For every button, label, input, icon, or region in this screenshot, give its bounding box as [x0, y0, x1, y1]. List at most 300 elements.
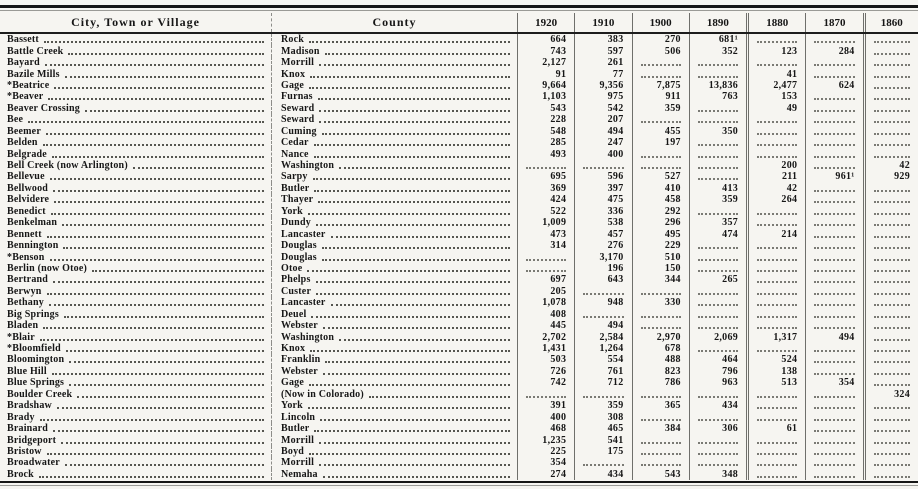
- dotted-leader: [54, 86, 264, 89]
- population-value-cell: [689, 57, 746, 68]
- top-rule: [0, 5, 918, 8]
- population-value-cell: [689, 171, 746, 182]
- county-cell-label: Washington: [281, 160, 335, 172]
- city-cell: [0, 240, 271, 251]
- empty-cell-dots: [526, 166, 566, 169]
- empty-cell-dots: [698, 349, 738, 352]
- city-cell-label: Blue Springs: [7, 377, 65, 389]
- population-value-cell: [574, 57, 631, 68]
- empty-cell-dots: [874, 292, 910, 295]
- table-body: [0, 34, 918, 480]
- population-value-cell: [805, 91, 862, 102]
- city-cell-label: Benkelman: [7, 217, 58, 229]
- population-value-cell: [805, 320, 862, 331]
- population-value-cell: [632, 206, 689, 217]
- dotted-leader: [62, 223, 264, 226]
- population-value-cell: [574, 377, 631, 388]
- dotted-leader: [331, 235, 510, 238]
- empty-cell-dots: [874, 383, 910, 386]
- population-value-cell: [632, 171, 689, 182]
- county-cell-label: Gage: [281, 377, 305, 389]
- empty-cell-dots: [814, 395, 854, 398]
- table-row: [0, 228, 918, 239]
- city-cell: [0, 103, 271, 114]
- population-value-cell: [746, 45, 805, 56]
- empty-cell-dots: [757, 132, 797, 135]
- population-value-cell: [805, 183, 862, 194]
- city-cell-label: *Benson: [7, 251, 45, 263]
- population-value: 1,431: [542, 343, 567, 355]
- population-value: 712: [607, 377, 624, 389]
- city-cell: [0, 194, 271, 205]
- county-cell: [271, 389, 517, 400]
- population-value-cell: [632, 68, 689, 79]
- population-value-cell: [805, 57, 862, 68]
- population-value: 527: [664, 171, 681, 183]
- population-value-cell: [746, 423, 805, 434]
- city-cell-label: Bradshaw: [7, 400, 52, 412]
- county-cell: [271, 171, 517, 182]
- city-cell: [0, 354, 271, 365]
- county-cell: [271, 251, 517, 262]
- population-value-cell: [746, 469, 805, 480]
- county-cell: [271, 423, 517, 434]
- county-cell: [271, 240, 517, 251]
- county-cell-label: Furnas: [281, 91, 313, 103]
- county-cell: [271, 343, 517, 354]
- empty-cell-dots: [874, 86, 910, 89]
- city-cell: [0, 57, 271, 68]
- population-value: 49: [786, 102, 798, 114]
- empty-cell-dots: [814, 463, 854, 466]
- county-cell: [271, 377, 517, 388]
- empty-cell-dots: [698, 177, 738, 180]
- empty-cell-dots: [698, 212, 738, 215]
- population-value-cell: [689, 309, 746, 320]
- county-cell: [271, 411, 517, 422]
- population-value-cell: [689, 251, 746, 262]
- county-cell: [271, 57, 517, 68]
- empty-cell-dots: [698, 418, 738, 421]
- empty-cell-dots: [641, 166, 681, 169]
- empty-cell-dots: [757, 280, 797, 283]
- population-value-cell: [746, 263, 805, 274]
- empty-cell-dots: [874, 418, 910, 421]
- population-value-cell: [689, 183, 746, 194]
- dotted-leader: [52, 155, 264, 158]
- empty-cell-dots: [526, 258, 566, 261]
- table-row: [0, 331, 918, 342]
- population-value-cell: [805, 251, 862, 262]
- population-value: 408: [550, 308, 567, 320]
- city-cell: [0, 389, 271, 400]
- population-value: 494: [607, 125, 624, 137]
- population-value: 276: [607, 240, 624, 252]
- population-value-cell: [746, 148, 805, 159]
- population-value-cell: [517, 446, 574, 457]
- city-cell-label: Belvidere: [7, 194, 50, 206]
- population-value-cell: [863, 320, 918, 331]
- table-row: [0, 68, 918, 79]
- population-value-cell: [574, 217, 631, 228]
- population-value-cell: [805, 400, 862, 411]
- population-value-cell: [805, 286, 862, 297]
- population-value: 205: [550, 285, 567, 297]
- population-value-cell: [632, 137, 689, 148]
- empty-cell-dots: [814, 212, 854, 215]
- population-value-cell: [574, 263, 631, 274]
- empty-cell-dots: [814, 441, 854, 444]
- population-value: 1,235: [542, 434, 567, 446]
- population-value-cell: [746, 68, 805, 79]
- empty-cell-dots: [814, 258, 854, 261]
- column-header-1880: 1880: [746, 13, 805, 32]
- city-cell-label: *Beatrice: [7, 79, 50, 91]
- dotted-leader: [133, 166, 264, 169]
- population-value-cell: [863, 91, 918, 102]
- population-value-cell: [574, 331, 631, 342]
- population-value-cell: [632, 457, 689, 468]
- population-value-cell: [632, 34, 689, 45]
- empty-cell-dots: [814, 109, 854, 112]
- population-value: 494: [607, 320, 624, 332]
- population-value-cell: [517, 377, 574, 388]
- population-value-cell: [746, 309, 805, 320]
- population-value: 510: [664, 251, 681, 263]
- table-row: [0, 126, 918, 137]
- empty-cell-dots: [874, 258, 910, 261]
- population-value-cell: [689, 400, 746, 411]
- city-cell: [0, 45, 271, 56]
- county-cell-label: Lancaster: [281, 297, 326, 309]
- population-value-cell: [632, 343, 689, 354]
- county-cell-label: Webster: [281, 320, 318, 332]
- population-value-cell: [632, 377, 689, 388]
- empty-cell-dots: [874, 63, 910, 66]
- population-value-cell: [574, 126, 631, 137]
- population-value-cell: [689, 148, 746, 159]
- dotted-leader: [61, 441, 264, 444]
- county-cell: [271, 194, 517, 205]
- population-value: 2,477: [773, 79, 798, 91]
- empty-cell-dots: [874, 246, 910, 249]
- city-cell: [0, 366, 271, 377]
- table-row: [0, 114, 918, 125]
- population-value-cell: [689, 434, 746, 445]
- dotted-leader: [77, 395, 264, 398]
- population-value-cell: [863, 309, 918, 320]
- population-value-cell: [574, 137, 631, 148]
- population-value-cell: [632, 366, 689, 377]
- table-row: [0, 297, 918, 308]
- city-cell: [0, 400, 271, 411]
- city-cell-label: Belgrade: [7, 148, 47, 160]
- population-value: 475: [607, 194, 624, 206]
- population-value-cell: [517, 331, 574, 342]
- population-value-cell: [746, 183, 805, 194]
- city-cell: [0, 80, 271, 91]
- empty-cell-dots: [757, 40, 797, 43]
- population-value-cell: [517, 217, 574, 228]
- population-value: 365: [664, 400, 681, 412]
- population-value-cell: [805, 103, 862, 114]
- table-row: [0, 194, 918, 205]
- population-value-cell: [746, 286, 805, 297]
- column-header-1860: 1860: [863, 13, 918, 32]
- empty-cell-dots: [526, 269, 566, 272]
- city-cell-label: Brainard: [7, 423, 49, 435]
- population-value-cell: [746, 297, 805, 308]
- population-value-cell: [689, 331, 746, 342]
- empty-cell-dots: [757, 63, 797, 66]
- population-value-cell: [517, 389, 574, 400]
- population-value: 247: [607, 137, 624, 149]
- city-cell-label: Berlin (now Otoe): [7, 262, 88, 274]
- population-value-cell: [689, 343, 746, 354]
- dotted-leader: [322, 132, 510, 135]
- city-cell-label: Bristow: [7, 445, 42, 457]
- bottom-rule-thin: [0, 485, 918, 486]
- empty-cell-dots: [874, 441, 910, 444]
- population-value-cell: [746, 126, 805, 137]
- population-value-cell: [805, 194, 862, 205]
- population-value: 308: [607, 411, 624, 423]
- population-value-cell: [689, 240, 746, 251]
- dotted-leader: [320, 418, 510, 421]
- dotted-leader: [331, 303, 510, 306]
- population-value-cell: [632, 114, 689, 125]
- county-cell-label: Douglas: [281, 240, 317, 252]
- city-cell: [0, 34, 271, 45]
- dotted-leader: [50, 258, 264, 261]
- population-value: 624: [838, 79, 855, 91]
- population-value: 264: [781, 194, 798, 206]
- dotted-leader: [314, 429, 510, 432]
- empty-cell-dots: [757, 143, 797, 146]
- population-table: [0, 13, 918, 480]
- county-cell: [271, 297, 517, 308]
- population-value: 513: [781, 377, 798, 389]
- population-value-cell: [746, 400, 805, 411]
- dotted-leader: [322, 258, 510, 261]
- empty-cell-dots: [698, 463, 738, 466]
- population-value-cell: [574, 457, 631, 468]
- population-value: 354: [838, 377, 855, 389]
- dotted-leader: [40, 338, 264, 341]
- table-row: [0, 137, 918, 148]
- population-value-cell: [517, 423, 574, 434]
- population-value: 410: [664, 182, 681, 194]
- dotted-leader: [323, 475, 510, 478]
- population-value-cell: [805, 206, 862, 217]
- population-value: 77: [612, 68, 624, 80]
- population-value-cell: [863, 251, 918, 262]
- county-cell: [271, 274, 517, 285]
- table-row: [0, 263, 918, 274]
- population-value-cell: [746, 114, 805, 125]
- empty-cell-dots: [874, 97, 910, 100]
- population-value-cell: [746, 377, 805, 388]
- population-value-cell: [689, 206, 746, 217]
- table-row: [0, 354, 918, 365]
- county-cell-label: Morrill: [281, 457, 315, 469]
- county-cell-label: Cedar: [281, 137, 309, 149]
- county-cell: [271, 45, 517, 56]
- dotted-leader: [54, 200, 264, 203]
- city-cell-label: Belden: [7, 137, 38, 149]
- county-cell-label: Morrill: [281, 57, 315, 69]
- county-cell: [271, 91, 517, 102]
- population-value-cell: [746, 206, 805, 217]
- empty-cell-dots: [874, 269, 910, 272]
- population-value: 1,078: [542, 297, 567, 309]
- empty-cell-dots: [757, 395, 797, 398]
- population-value: 350: [722, 125, 739, 137]
- empty-cell-dots: [814, 360, 854, 363]
- population-value-cell: [863, 160, 918, 171]
- dotted-leader: [323, 326, 510, 329]
- county-cell: [271, 126, 517, 137]
- empty-cell-dots: [698, 269, 738, 272]
- empty-cell-dots: [874, 120, 910, 123]
- population-value-cell: [746, 160, 805, 171]
- dotted-leader: [69, 383, 264, 386]
- population-value: 207: [607, 114, 624, 126]
- empty-cell-dots: [583, 463, 623, 466]
- city-cell-label: Bayard: [7, 57, 40, 69]
- empty-cell-dots: [874, 475, 910, 478]
- city-cell-label: Beemer: [7, 125, 41, 137]
- empty-cell-dots: [874, 360, 910, 363]
- table-row: [0, 45, 918, 56]
- population-value: 284: [838, 45, 855, 57]
- dotted-leader: [309, 40, 510, 43]
- population-value-cell: [574, 274, 631, 285]
- population-value-cell: [805, 274, 862, 285]
- empty-cell-dots: [698, 109, 738, 112]
- population-value-cell: [689, 126, 746, 137]
- empty-cell-dots: [874, 235, 910, 238]
- population-value: 786: [664, 377, 681, 389]
- empty-cell-dots: [874, 303, 910, 306]
- population-value: 229: [664, 240, 681, 252]
- population-value-cell: [805, 34, 862, 45]
- population-value: 524: [781, 354, 798, 366]
- population-value-cell: [805, 366, 862, 377]
- dotted-leader: [323, 372, 510, 375]
- population-value-cell: [632, 263, 689, 274]
- empty-cell-dots: [814, 418, 854, 421]
- population-value-cell: [805, 263, 862, 274]
- dotted-leader: [339, 338, 510, 341]
- empty-cell-dots: [874, 326, 910, 329]
- empty-cell-dots: [641, 315, 681, 318]
- dotted-leader: [313, 177, 510, 180]
- population-value: 541: [607, 434, 624, 446]
- empty-cell-dots: [641, 155, 681, 158]
- dotted-leader: [47, 452, 264, 455]
- population-value: 61: [786, 423, 798, 435]
- county-cell-label: Nance: [281, 148, 309, 160]
- county-cell-label: Dundy: [281, 217, 311, 229]
- city-cell-label: Brock: [7, 468, 34, 480]
- empty-cell-dots: [698, 395, 738, 398]
- dotted-leader: [325, 52, 510, 55]
- population-value-cell: [689, 34, 746, 45]
- population-value: 503: [550, 354, 567, 366]
- population-value: 697: [550, 274, 567, 286]
- empty-cell-dots: [814, 406, 854, 409]
- population-value: 359: [722, 194, 739, 206]
- empty-cell-dots: [757, 418, 797, 421]
- population-value-cell: [863, 457, 918, 468]
- dotted-leader: [318, 97, 510, 100]
- city-cell: [0, 457, 271, 468]
- population-value: 354: [550, 457, 567, 469]
- population-value-cell: [517, 309, 574, 320]
- city-cell-label: *Bloomfield: [7, 343, 61, 355]
- population-value-cell: [805, 423, 862, 434]
- dotted-leader: [69, 360, 264, 363]
- population-value: 543: [550, 102, 567, 114]
- population-value-cell: [805, 148, 862, 159]
- population-value-cell: [632, 148, 689, 159]
- population-value-cell: [746, 331, 805, 342]
- population-value: 493: [550, 148, 567, 160]
- city-cell-label: Bridgeport: [7, 434, 57, 446]
- city-cell-label: Bethany: [7, 297, 44, 309]
- table-row: [0, 34, 918, 45]
- county-cell-label: Otoe: [281, 262, 303, 274]
- empty-cell-dots: [814, 349, 854, 352]
- county-cell-label: Sarpy: [281, 171, 308, 183]
- county-cell: [271, 148, 517, 159]
- dotted-leader: [49, 303, 264, 306]
- population-value-cell: [863, 183, 918, 194]
- empty-cell-dots: [814, 280, 854, 283]
- dotted-leader: [308, 406, 510, 409]
- city-cell-label: Blue Hill: [7, 365, 47, 377]
- population-value-cell: [689, 45, 746, 56]
- population-value-cell: [805, 228, 862, 239]
- population-value-cell: [746, 80, 805, 91]
- population-value-cell: [746, 320, 805, 331]
- population-value-cell: [574, 91, 631, 102]
- population-value-cell: [574, 240, 631, 251]
- population-value: 681¹: [718, 34, 739, 46]
- population-value-cell: [746, 457, 805, 468]
- population-value-cell: [863, 45, 918, 56]
- dotted-leader: [50, 177, 264, 180]
- column-header-city: City, Town or Village: [71, 15, 200, 29]
- population-value: 554: [607, 354, 624, 366]
- population-value: 391: [550, 400, 567, 412]
- county-cell-label: Madison: [281, 45, 320, 57]
- city-cell-label: Bennett: [7, 228, 42, 240]
- population-value: 359: [664, 102, 681, 114]
- population-value-cell: [689, 286, 746, 297]
- dotted-leader: [308, 212, 510, 215]
- population-value-cell: [517, 228, 574, 239]
- empty-cell-dots: [814, 429, 854, 432]
- population-value-cell: [863, 114, 918, 125]
- table-row: [0, 171, 918, 182]
- population-value-cell: [863, 343, 918, 354]
- population-value-cell: [746, 389, 805, 400]
- dotted-leader: [314, 189, 510, 192]
- population-value: 488: [664, 354, 681, 366]
- population-value-cell: [517, 126, 574, 137]
